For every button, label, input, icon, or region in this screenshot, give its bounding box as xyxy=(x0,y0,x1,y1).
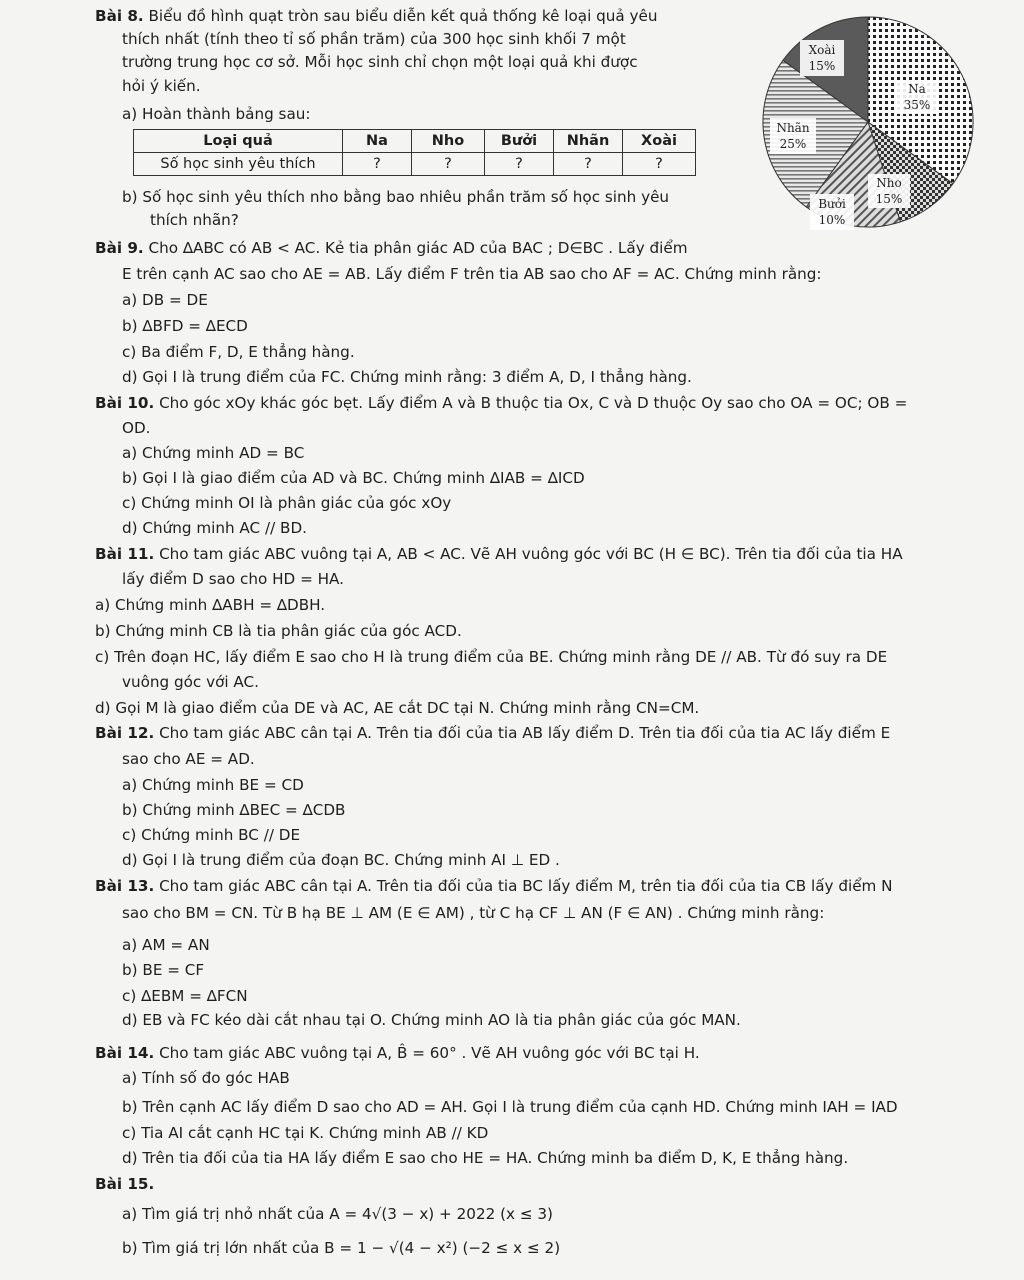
problem-10-part-d: d) Chứng minh AC // BD. xyxy=(122,519,307,537)
cell-xoai: ? xyxy=(623,153,696,176)
header-nhan: Nhãn xyxy=(554,130,623,153)
problem-12-part-d: d) Gọi I là trung điểm của đoạn BC. Chứng minh AI ⊥ ED . xyxy=(122,851,560,869)
fruit-table-header-row xyxy=(134,130,696,153)
problem-11-part-c-1: c) Trên đoạn HC, lấy điểm E sao cho H là trung điểm của BE. Chứng minh rằng DE // AB. Từ đó suy ra DE xyxy=(95,648,888,666)
header-nho: Nho xyxy=(412,130,485,153)
fruit-table xyxy=(133,129,696,176)
problem-9-line-2: E trên cạnh AC sao cho AE = AB. Lấy điểm F trên tia AB sao cho AF = AC. Chứng minh rằng: xyxy=(122,265,822,283)
problem-8-part-b-2: thích nhãn? xyxy=(150,211,239,229)
header-na: Na xyxy=(343,130,412,153)
problem-11-part-c-2: vuông góc với AC. xyxy=(122,673,259,691)
problem-15-part-a: a) Tìm giá trị nhỏ nhất của A = 4√(3 − x) + 2022 (x ≤ 3) xyxy=(122,1205,553,1223)
problem-8-line-2: thích nhất (tính theo tỉ số phần trăm) của 300 học sinh khối 7 một xyxy=(122,30,626,48)
label-buoi-name: Bưởi xyxy=(818,197,846,211)
problem-12-part-c: c) Chứng minh BC // DE xyxy=(122,826,301,844)
problem-9-part-b: b) ∆BFD = ∆ECD xyxy=(122,317,248,335)
problem-12-part-b: b) Chứng minh ∆BEC = ∆CDB xyxy=(122,801,346,819)
problem-11-line-2: lấy điểm D sao cho HD = HA. xyxy=(122,570,344,588)
problem-9-part-a: a) DB = DE xyxy=(122,291,208,309)
problem-13-text-1: Cho tam giác ABC cân tại A. Trên tia đối của tia BC lấy điểm M, trên tia đối của tia CB lấy điểm N xyxy=(159,877,893,895)
row-label: Số học sinh yêu thích xyxy=(134,153,343,176)
problem-11-number: Bài 11. xyxy=(95,545,155,563)
fruit-table-row xyxy=(134,153,696,176)
label-nho-name: Nho xyxy=(876,176,902,190)
header-buoi: Bưởi xyxy=(485,130,554,153)
problem-10-line-2: OD. xyxy=(122,419,151,437)
problem-13-part-a: a) AM = AN xyxy=(122,936,210,954)
cell-buoi: ? xyxy=(485,153,554,176)
fruit-pie-chart xyxy=(758,10,978,235)
problem-10-part-a: a) Chứng minh AD = BC xyxy=(122,444,305,462)
label-nhan-pct: 25% xyxy=(779,137,807,151)
problem-8-line-4: hỏi ý kiến. xyxy=(122,77,201,95)
problem-11-part-d: d) Gọi M là giao điểm của DE và AC, AE cắt DC tại N. Chứng minh rằng CN=CM. xyxy=(95,699,700,717)
problem-14-text-1: Cho tam giác ABC vuông tại A, B̂ = 60° . Vẽ AH vuông góc với BC tại H. xyxy=(159,1044,700,1062)
problem-10-text-1: Cho góc xOy khác góc bẹt. Lấy điểm A và B thuộc tia Ox, C và D thuộc Oy sao cho OA = OC; OB = xyxy=(159,394,908,412)
problem-8-part-a: a) Hoàn thành bảng sau: xyxy=(122,105,311,123)
problem-12-line-1 xyxy=(95,723,890,743)
problem-13-line-1 xyxy=(95,876,893,896)
problem-13-part-d: d) EB và FC kéo dài cắt nhau tại O. Chứng minh AO là tia phân giác của góc MAN. xyxy=(122,1011,741,1029)
cell-na: ? xyxy=(343,153,412,176)
problem-13-number: Bài 13. xyxy=(95,877,155,895)
problem-13-part-b: b) BE = CF xyxy=(122,961,205,979)
problem-15-number: Bài 15. xyxy=(95,1175,155,1193)
label-nho-pct: 15% xyxy=(875,192,903,206)
cell-nhan: ? xyxy=(554,153,623,176)
problem-12-number: Bài 12. xyxy=(95,724,155,742)
header-xoai: Xoài xyxy=(623,130,696,153)
problem-11-line-1 xyxy=(95,544,903,564)
problem-14-part-b: b) Trên cạnh AC lấy điểm D sao cho AD = AH. Gọi I là trung điểm của cạnh HD. Chứng minh IAH = IAD xyxy=(122,1098,898,1116)
problem-10-line-1 xyxy=(95,393,907,413)
label-xoai-pct: 15% xyxy=(808,59,836,73)
problem-9-line-1 xyxy=(95,238,688,258)
problem-12-line-2: sao cho AE = AD. xyxy=(122,750,255,768)
problem-13-line-2: sao cho BM = CN. Từ B hạ BE ⊥ AM (E ∈ AM) , từ C hạ CF ⊥ AN (F ∈ AN) . Chứng minh rằng: xyxy=(122,904,825,922)
problem-15-part-b: b) Tìm giá trị lớn nhất của B = 1 − √(4 − x²) (−2 ≤ x ≤ 2) xyxy=(122,1239,561,1257)
label-na-pct: 35% xyxy=(903,98,931,112)
problem-9-part-d: d) Gọi I là trung điểm của FC. Chứng minh rằng: 3 điểm A, D, I thẳng hàng. xyxy=(122,368,692,386)
problem-14-part-a: a) Tính số đo góc HAB xyxy=(122,1069,290,1087)
problem-14-line-1 xyxy=(95,1043,700,1063)
problem-12-text-1: Cho tam giác ABC cân tại A. Trên tia đối của tia AB lấy điểm D. Trên tia đối của tia AC lấy điểm E xyxy=(159,724,891,742)
problem-11-text-1: Cho tam giác ABC vuông tại A, AB < AC. Vẽ AH vuông góc với BC (H ∈ BC). Trên tia đối của tia HA xyxy=(159,545,903,563)
problem-9-text-1: Cho ∆ABC có AB < AC. Kẻ tia phân giác AD của BAC ; D∈BC . Lấy điểm xyxy=(148,239,688,257)
problem-8-part-b-1: b) Số học sinh yêu thích nho bằng bao nhiêu phần trăm số học sinh yêu xyxy=(122,188,670,206)
problem-9-number: Bài 9. xyxy=(95,239,144,257)
problem-10-part-b: b) Gọi I là giao điểm của AD và BC. Chứng minh ∆IAB = ∆ICD xyxy=(122,469,585,487)
problem-8-line-3: trường trung học cơ sở. Mỗi học sinh chỉ chọn một loại quả khi được xyxy=(122,53,638,71)
label-xoai-name: Xoài xyxy=(808,43,836,57)
problem-14-part-d: d) Trên tia đối của tia HA lấy điểm E sao cho HE = HA. Chứng minh ba điểm D, K, E thẳng hàng. xyxy=(122,1149,849,1167)
problem-11-part-b: b) Chứng minh CB là tia phân giác của góc ACD. xyxy=(95,622,462,640)
problem-11-part-a: a) Chứng minh ∆ABH = ∆DBH. xyxy=(95,596,326,614)
problem-10-part-c: c) Chứng minh OI là phân giác của góc xOy xyxy=(122,494,452,512)
problem-12-part-a: a) Chứng minh BE = CD xyxy=(122,776,304,794)
problem-14-part-c: c) Tia AI cắt cạnh HC tại K. Chứng minh AB // KD xyxy=(122,1124,489,1142)
problem-14-number: Bài 14. xyxy=(95,1044,155,1062)
problem-8-line-1 xyxy=(95,6,658,26)
header-fruit-type: Loại quả xyxy=(134,130,343,153)
problem-9-part-c: c) Ba điểm F, D, E thẳng hàng. xyxy=(122,343,355,361)
cell-nho: ? xyxy=(412,153,485,176)
problem-10-number: Bài 10. xyxy=(95,394,155,412)
problem-8-number: Bài 8. xyxy=(95,7,144,25)
label-buoi-pct: 10% xyxy=(818,213,846,227)
label-na-name: Na xyxy=(908,82,926,96)
problem-8-text-1: Biểu đồ hình quạt tròn sau biểu diễn kết quả thống kê loại quả yêu xyxy=(148,7,658,25)
label-nhan-name: Nhãn xyxy=(776,121,810,135)
problem-13-part-c: c) ∆EBM = ∆FCN xyxy=(122,987,248,1005)
